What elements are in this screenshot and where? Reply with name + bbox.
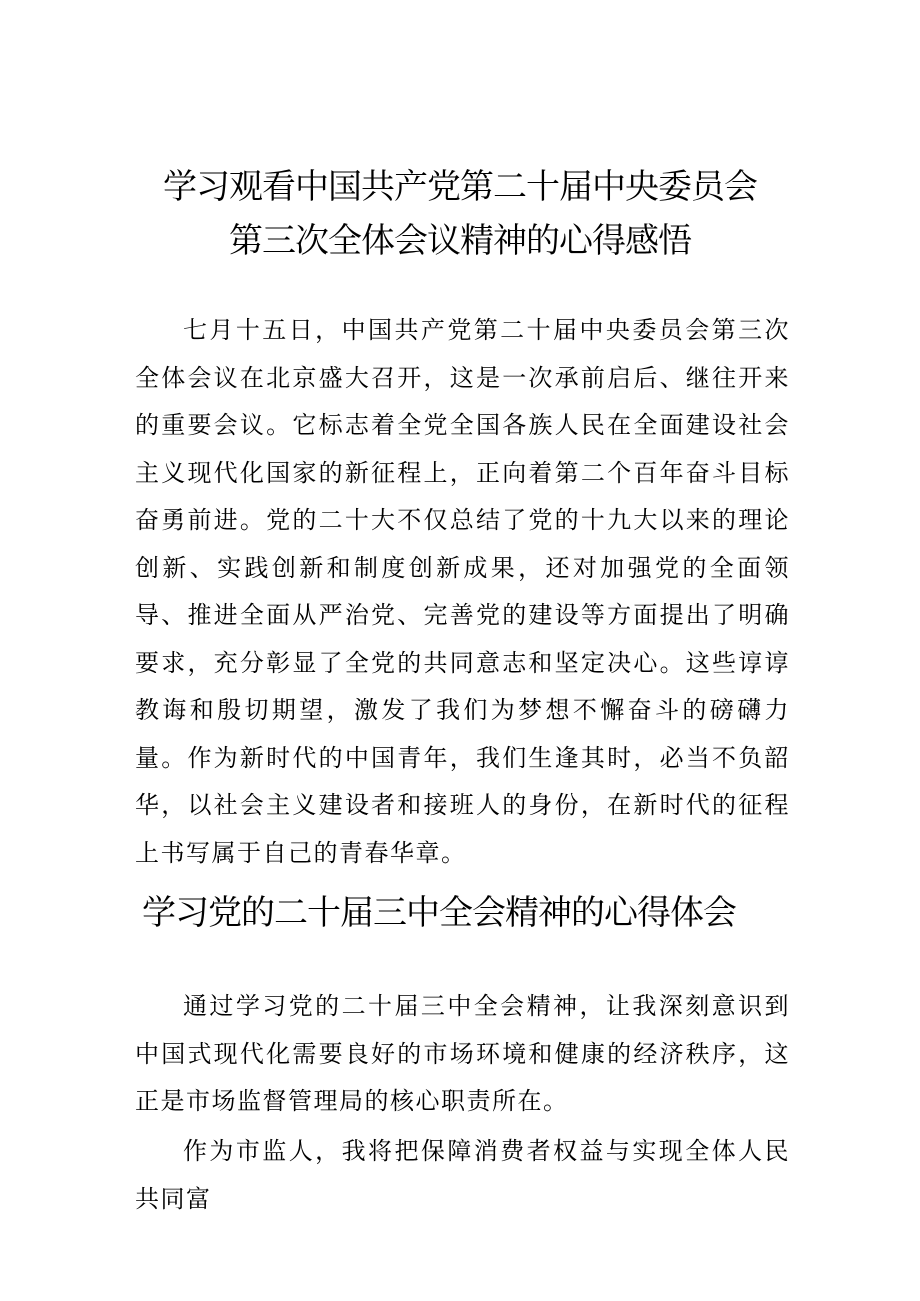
paragraph-1-text: 七月十五日，中国共产党第二十届中央委员会第三次全体会议在北京盛大召开，这是一次承前启后、继往开来的重要会议。它标志着全党全国各族人民在全面建设社会主义现代化国家的新征程上，正向着第二个百年奋斗目标奋勇前进。党的二十大不仅总结了党的十九大以来的理论创新、实践创新和制度创新成果，还对加强党的全面领导、推进全面从严治党、完善党的建设等方面提出了明确要求，充分彰显了全党的共同意志和坚定决心。这些谆谆教诲和殷切期望，激发了我们为梦想不懈奋斗的磅礴力量。作为新时代的中国青年，我们生逢其时，必当不负韶华，以社会主义建设者和接班人的身份，在新时代的征程上书写属于自己的青春华章。 <box>135 316 790 867</box>
title-line-1: 学习观看中国共产党第二十届中央委员会 <box>163 167 757 207</box>
title-line-2: 第三次全体会议精神的心得感悟 <box>229 221 691 261</box>
document-title <box>0 160 920 268</box>
section-2-title: 学习党的二十届三中全会精神的心得体会 <box>142 893 736 933</box>
paragraph-1 <box>135 307 790 877</box>
paragraph-3 <box>135 1128 790 1223</box>
paragraph-2 <box>135 983 790 1126</box>
paragraph-2-text: 通过学习党的二十届三中全会精神，让我深刻意识到中国式现代化需要良好的市场环境和健康的经济秩序，这正是市场监督管理局的核心职责所在。 <box>135 992 790 1115</box>
paragraph-3-text: 作为市监人，我将把保障消费者权益与实现全体人民共同富 <box>135 1137 790 1213</box>
